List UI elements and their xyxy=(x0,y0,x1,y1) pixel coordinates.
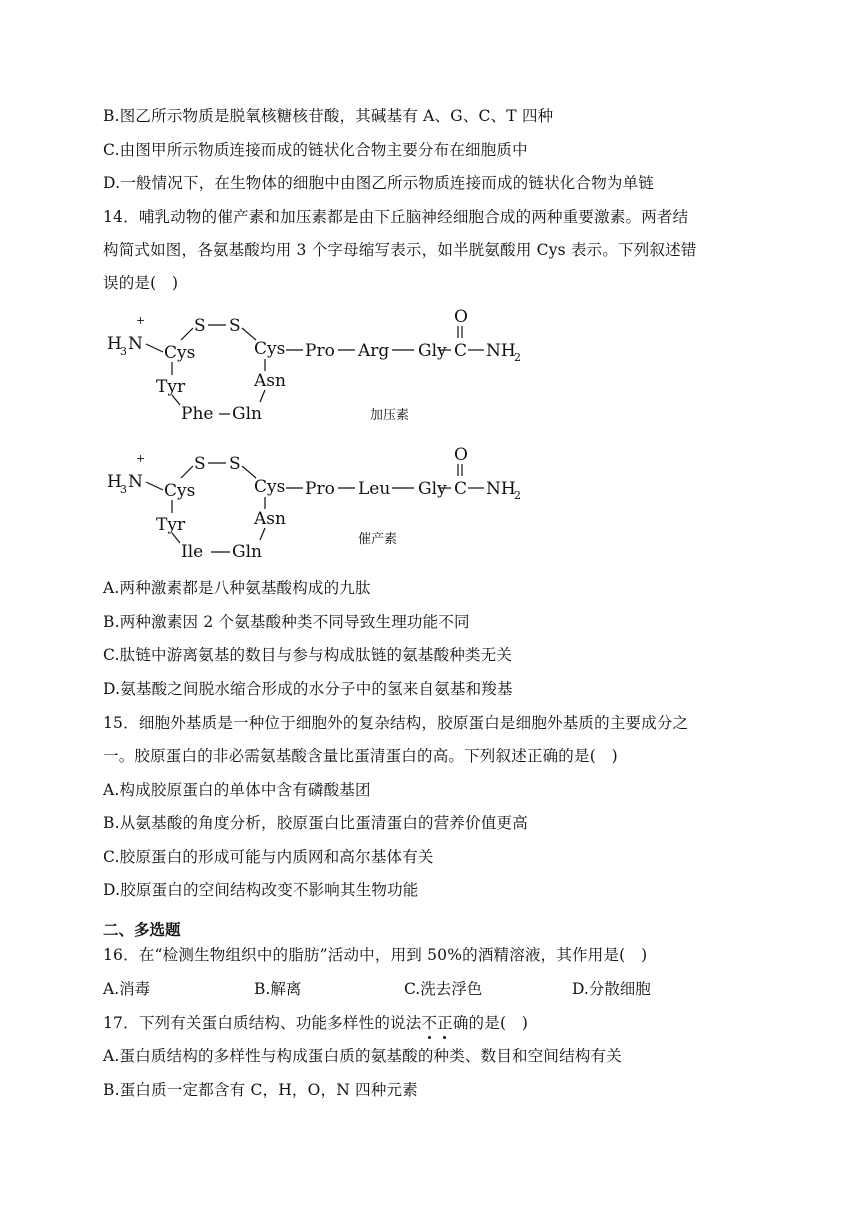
amide-subscript: 2 xyxy=(514,351,521,364)
q17-stem-part1: 17．下列有关蛋白质结构、功能多样性的说法 xyxy=(103,1014,422,1032)
q13-option-c: C.由图甲所示物质连接而成的链状化合物主要分布在细胞质中 xyxy=(103,141,528,159)
q16-option-a: A.消毒 xyxy=(103,980,151,998)
carbonyl-c: C xyxy=(454,479,468,499)
amide-subscript: 2 xyxy=(514,489,521,502)
q15-stem-line2: 一。胶原蛋白的非必需氨基酸含量比蛋清蛋白的高。下列叙述正确的是( ) xyxy=(103,747,618,765)
charge-plus: + xyxy=(136,314,146,327)
q14-option-d: D.氨基酸之间脱水缩合形成的水分子中的氢来自氨基和羧基 xyxy=(103,680,513,698)
caption-oxytocin: 催产素 xyxy=(358,532,398,547)
sulfur-1: S xyxy=(194,454,206,474)
emphasis-dot-char-1: 不 xyxy=(421,1014,438,1032)
q14-stem-line3: 误的是( ) xyxy=(103,274,179,292)
pro: Pro xyxy=(305,479,335,499)
q15-option-d: D.胶原蛋白的空间结构改变不影响其生物功能 xyxy=(103,881,419,899)
sulfur-2: S xyxy=(229,316,241,336)
q17-option-b: B.蛋白质一定都含有 C，H，O，N 四种元素 xyxy=(103,1081,418,1099)
asn: Asn xyxy=(254,509,286,529)
oxytocin-structure-diagram xyxy=(100,438,540,568)
gly: Gly xyxy=(418,479,447,499)
aa-position-3: Ile xyxy=(181,542,204,562)
q15-option-b: B.从氨基酸的角度分析，胶原蛋白比蛋清蛋白的营养价值更高 xyxy=(103,814,528,832)
cys-2: Cys xyxy=(254,477,286,497)
h3n-h: H xyxy=(107,472,122,492)
q14-option-c: C.肽链中游离氨基的数目与参与构成肽链的氨基酸种类无关 xyxy=(103,646,513,664)
q13-option-b: B.图乙所示物质是脱氧核糖核苷酸，其碱基有 A、G、C、T 四种 xyxy=(103,107,554,125)
q14-option-b: B.两种激素因 2 个氨基酸种类不同导致生理功能不同 xyxy=(103,613,470,631)
q17-stem xyxy=(103,1013,528,1033)
section-heading-multiple-choice: 二、多选题 xyxy=(103,921,181,939)
cys-1: Cys xyxy=(164,481,196,501)
q13-option-d: D.一般情况下，在生物体的细胞中由图乙所示物质连接而成的链状化合物为单链 xyxy=(103,174,655,192)
aa-position-8: Arg xyxy=(358,341,390,361)
tyr: Tyr xyxy=(156,515,186,535)
vasopressin-structure-diagram xyxy=(100,300,540,430)
q17-option-a: A.蛋白质结构的多样性与构成蛋白质的氨基酸的种类、数目和空间结构有关 xyxy=(103,1047,622,1065)
cys-2: Cys xyxy=(254,339,286,359)
tyr: Tyr xyxy=(156,377,186,397)
h3n-subscript: 3 xyxy=(120,483,127,496)
amide-nh: NH xyxy=(486,341,516,361)
caption-vasopressin: 加压素 xyxy=(370,408,410,423)
amide-nh: NH xyxy=(486,479,516,499)
q15-option-c: C.胶原蛋白的形成可能与内质网和高尔基体有关 xyxy=(103,848,434,866)
h3n-h: H xyxy=(107,334,122,354)
q16-option-d: D.分散细胞 xyxy=(572,980,651,998)
aa-position-3: Phe xyxy=(181,404,214,424)
aa-position-8: Leu xyxy=(358,479,391,499)
bond-lines xyxy=(146,463,484,552)
h3n-n: N xyxy=(128,472,143,492)
gln: Gln xyxy=(232,404,262,424)
charge-plus: + xyxy=(136,452,146,465)
q16-option-c: C.洗去浮色 xyxy=(404,980,483,998)
q14-option-a: A.两种激素都是八种氨基酸构成的九肽 xyxy=(103,579,371,597)
emphasis-dot-char-2: 正 xyxy=(437,1014,453,1032)
q17-stem-part2: 确的是( ) xyxy=(452,1014,529,1032)
sulfur-2: S xyxy=(229,454,241,474)
cys-1: Cys xyxy=(164,343,196,363)
pro: Pro xyxy=(305,341,335,361)
carbonyl-o: O xyxy=(454,445,468,465)
carbonyl-c: C xyxy=(454,341,468,361)
q15-stem-line1: 15．细胞外基质是一种位于细胞外的复杂结构，胶原蛋白是细胞外基质的主要成分之 xyxy=(103,714,689,732)
gln: Gln xyxy=(232,542,262,562)
gly: Gly xyxy=(418,341,447,361)
q16-option-b: B.解离 xyxy=(254,980,302,998)
q15-option-a: A.构成胶原蛋白的单体中含有磷酸基团 xyxy=(103,781,371,799)
q14-stem-line1: 14．哺乳动物的催产素和加压素都是由下丘脑神经细胞合成的两种重要激素。两者结 xyxy=(103,208,689,226)
q14-stem-line2: 构简式如图，各氨基酸均用 3 个字母缩写表示，如半胱氨酸用 Cys 表示。下列叙述错 xyxy=(103,241,697,259)
q16-stem: 16．在“检测生物组织中的脂肪”活动中，用到 50%的酒精溶液，其作用是( ) xyxy=(103,946,648,964)
sulfur-1: S xyxy=(194,316,206,336)
carbonyl-o: O xyxy=(454,307,468,327)
bond-lines xyxy=(146,325,484,414)
asn: Asn xyxy=(254,371,286,391)
h3n-subscript: 3 xyxy=(120,345,127,358)
h3n-n: N xyxy=(128,334,143,354)
